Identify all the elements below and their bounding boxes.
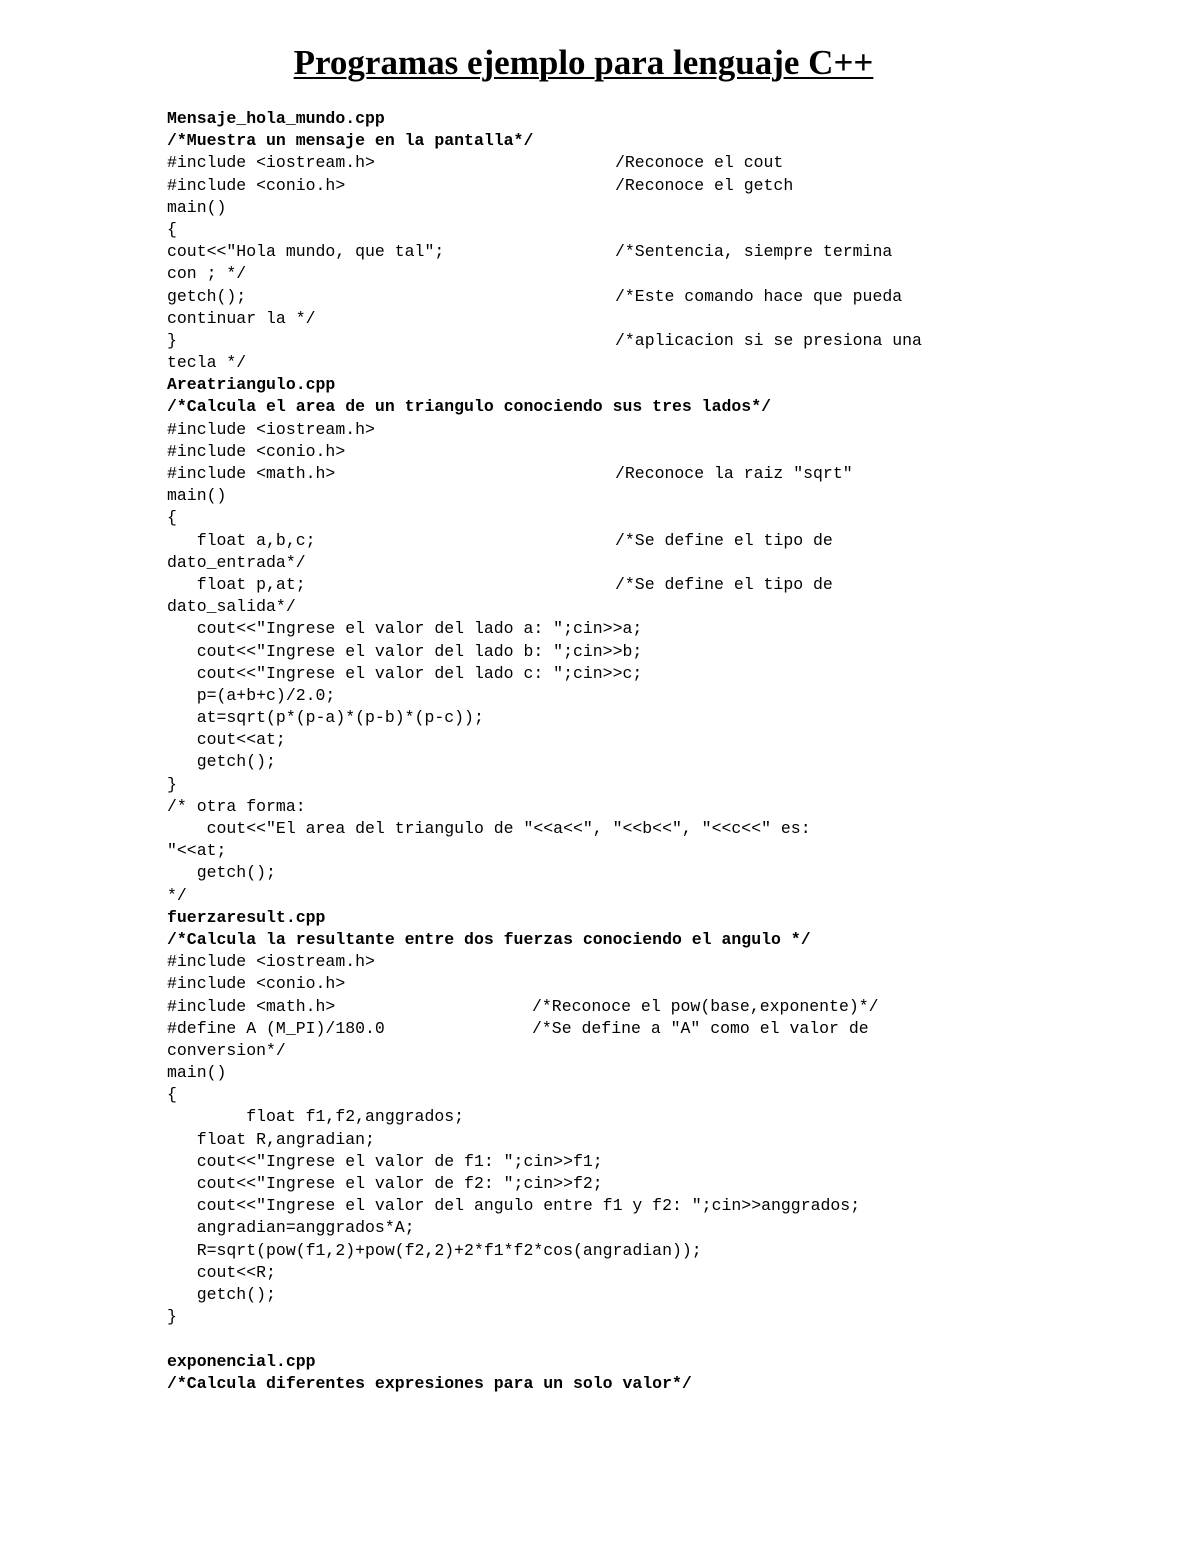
code-text: { <box>167 1085 177 1105</box>
heading-text: fuerzaresult.cpp <box>167 907 326 927</box>
code-text: /* otra forma: <box>167 796 306 816</box>
code-text: main() <box>167 1063 227 1083</box>
heading-text: /*Calcula el area de un triangulo conociendo sus tres lados*/ <box>167 397 771 417</box>
code-text: cout<<"Hola mundo, que tal"; <box>167 242 445 262</box>
code-line <box>167 197 1177 219</box>
code-text: cout<<at; <box>167 730 286 750</box>
code-text: getch(); <box>167 286 247 306</box>
code-line <box>167 996 1177 1018</box>
code-text: #include <math.h> <box>167 464 336 483</box>
code-line <box>167 308 1177 330</box>
code-line <box>167 219 1177 241</box>
code-comment: /*Se define el tipo de <box>615 574 833 594</box>
code-text: main() <box>167 486 227 506</box>
code-text: getch(); <box>167 752 276 772</box>
code-text: #include <conio.h> <box>167 441 346 461</box>
code-comment: /*Sentencia, siempre termina <box>615 242 893 262</box>
code-line <box>167 973 1177 995</box>
code-comment: /Reconoce el cout <box>615 153 784 173</box>
heading-text: exponencial.cpp <box>167 1351 316 1371</box>
code-text: at=sqrt(p*(p-a)*(p-b)*(p-c)); <box>167 708 484 728</box>
heading-text: /*Calcula diferentes expresiones para un solo valor*/ <box>167 1373 692 1393</box>
code-line <box>167 774 1177 796</box>
code-line <box>167 707 1177 729</box>
code-line <box>167 685 1177 707</box>
code-comment: /*aplicacion si se presiona una <box>615 330 922 350</box>
code-line <box>167 840 1177 862</box>
heading-text: Areatriangulo.cpp <box>167 375 336 395</box>
code-line <box>167 463 1177 485</box>
code-line <box>167 441 1177 463</box>
code-line <box>167 885 1177 907</box>
code-line <box>167 663 1177 685</box>
code-text: #define A (M_PI)/180.0 <box>167 1018 385 1038</box>
code-text: #include <iostream.h> <box>167 419 375 439</box>
code-line <box>167 1129 1177 1151</box>
code-text: #include <iostream.h> <box>167 153 375 173</box>
code-line <box>167 1306 1177 1328</box>
heading-line <box>167 130 1177 152</box>
heading-line <box>167 1373 1177 1395</box>
code-line <box>167 419 1177 441</box>
code-text: cout<<"Ingrese el valor del lado a: ";cin>>a; <box>167 619 643 639</box>
code-text: tecla */ <box>167 353 247 373</box>
code-line <box>167 818 1177 840</box>
code-line <box>167 729 1177 751</box>
code-line <box>167 352 1177 374</box>
code-comment: /*Este comando hace que pueda <box>615 286 903 306</box>
code-text: p=(a+b+c)/2.0; <box>167 685 336 705</box>
code-text: getch(); <box>167 1284 276 1304</box>
code-line <box>167 1173 1177 1195</box>
code-text: } <box>167 330 177 350</box>
code-line <box>167 263 1177 285</box>
code-text: #include <conio.h> <box>167 974 346 994</box>
code-text: conversion*/ <box>167 1040 286 1060</box>
code-text: { <box>167 508 177 528</box>
code-text: cout<<"Ingrese el valor del angulo entre f1 y f2: ";cin>>anggrados; <box>167 1196 861 1216</box>
code-line <box>167 152 1177 174</box>
code-line <box>167 574 1177 596</box>
heading-text: /*Muestra un mensaje en la pantalla*/ <box>167 131 534 151</box>
code-text: getch(); <box>167 863 276 883</box>
code-text: dato_entrada*/ <box>167 552 306 572</box>
code-text: main() <box>167 197 227 217</box>
code-line <box>167 552 1177 574</box>
code-text: cout<<"Ingrese el valor de f1: ";cin>>f1; <box>167 1151 603 1171</box>
code-line <box>167 1217 1177 1239</box>
code-text: cout<<R; <box>167 1262 276 1282</box>
code-text: cout<<"Ingrese el valor de f2: ";cin>>f2; <box>167 1174 603 1193</box>
code-text: #include <math.h> <box>167 996 336 1016</box>
code-listing <box>167 108 1177 1395</box>
code-line <box>167 1106 1177 1128</box>
code-line <box>167 641 1177 663</box>
code-line <box>167 330 1177 352</box>
code-line <box>167 951 1177 973</box>
code-comment: /Reconoce la raiz "sqrt" <box>615 464 853 483</box>
code-line <box>167 618 1177 640</box>
heading-line <box>167 907 1177 929</box>
code-line <box>167 1040 1177 1062</box>
code-text: continuar la */ <box>167 308 316 328</box>
code-comment: /*Reconoce el pow(base,exponente)*/ <box>532 996 879 1016</box>
code-text: float f1,f2,anggrados; <box>167 1107 465 1127</box>
code-line <box>167 796 1177 818</box>
code-text: float R,angradian; <box>167 1129 375 1149</box>
code-line <box>167 485 1177 507</box>
code-line <box>167 1262 1177 1284</box>
code-comment: /*Se define a "A" como el valor de <box>532 1018 869 1038</box>
heading-line <box>167 396 1177 418</box>
heading-line <box>167 1351 1177 1373</box>
code-comment: /*Se define el tipo de <box>615 530 833 550</box>
code-text: con ; */ <box>167 264 247 284</box>
heading-line <box>167 374 1177 396</box>
code-line <box>167 1284 1177 1306</box>
code-text: cout<<"Ingrese el valor del lado c: ";cin>>c; <box>167 663 643 683</box>
code-text: R=sqrt(pow(f1,2)+pow(f2,2)+2*f1*f2*cos(angradian)); <box>167 1240 702 1260</box>
code-line <box>167 1018 1177 1040</box>
code-line <box>167 1084 1177 1106</box>
code-line <box>167 596 1177 618</box>
code-line <box>167 241 1177 263</box>
document-title: Programas ejemplo para lenguaje C++ <box>293 43 874 82</box>
code-line <box>167 751 1177 773</box>
code-line <box>167 1062 1177 1084</box>
code-line <box>167 175 1177 197</box>
code-text: float a,b,c; <box>167 530 316 550</box>
code-text: "<<at; <box>167 841 227 861</box>
code-text: cout<<"El area del triangulo de "<<a<<", "<<b<<", "<<c<<" es: <box>167 819 811 838</box>
heading-text: Mensaje_hola_mundo.cpp <box>167 109 385 128</box>
heading-text: /*Calcula la resultante entre dos fuerzas conociendo el angulo */ <box>167 929 811 949</box>
code-text: float p,at; <box>167 574 306 594</box>
code-line <box>167 286 1177 308</box>
heading-line <box>167 108 1177 130</box>
code-line <box>167 1195 1177 1217</box>
code-text: dato_salida*/ <box>167 597 296 617</box>
code-text: cout<<"Ingrese el valor del lado b: ";cin>>b; <box>167 641 643 661</box>
code-text: } <box>167 774 177 794</box>
code-line <box>167 1151 1177 1173</box>
code-line <box>167 862 1177 884</box>
code-line <box>167 507 1177 529</box>
code-line <box>167 1240 1177 1262</box>
code-text: } <box>167 1307 177 1327</box>
code-text: */ <box>167 885 187 905</box>
code-text: { <box>167 219 177 239</box>
code-comment: /Reconoce el getch <box>615 175 794 195</box>
heading-line <box>167 929 1177 951</box>
code-line <box>167 530 1177 552</box>
code-text: #include <iostream.h> <box>167 952 375 972</box>
code-text: #include <conio.h> <box>167 175 346 195</box>
code-text: angradian=anggrados*A; <box>167 1218 415 1238</box>
code-line <box>167 1328 1177 1350</box>
